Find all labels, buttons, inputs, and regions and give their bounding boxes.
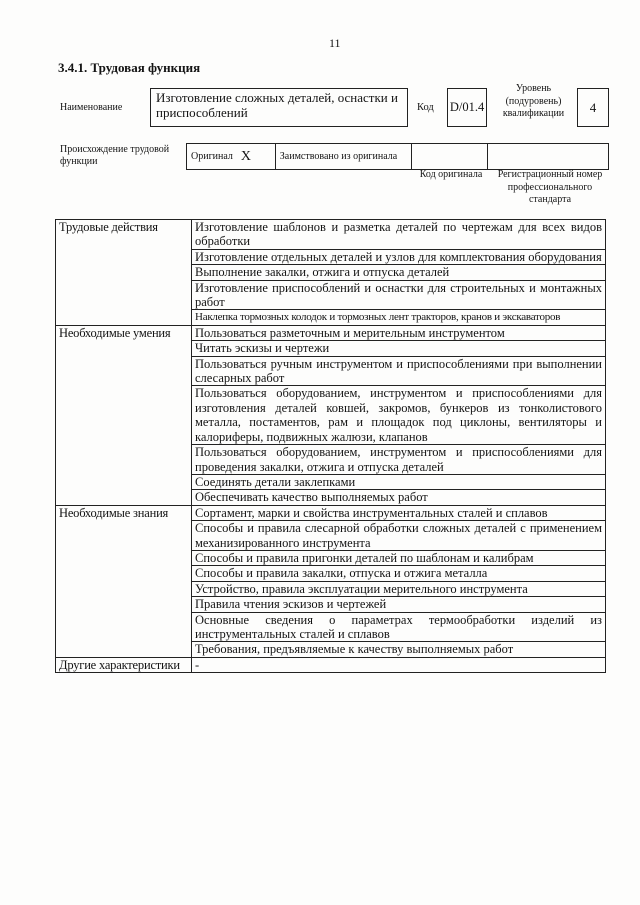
table-cell: Способы и правила слесарной обработки сложных деталей с применением механизированного инструмента — [192, 521, 606, 551]
origin-borrowed-cell — [276, 144, 413, 169]
original-code-label: Код оригинала — [419, 169, 483, 180]
qualification-level-label: Уровень (подуровень) квалификации — [502, 83, 565, 119]
table-cell: Обеспечивать качество выполняемых работ — [192, 490, 606, 505]
table-cell: - — [192, 657, 606, 672]
table-cell: Выполнение закалки, отжига и отпуска деталей — [192, 265, 606, 280]
table-cell: Пользоваться оборудованием, инструментом и приспособлениями для проведения закалки, отжига и отпуска деталей — [192, 445, 606, 475]
group-label-required-skills: Необходимые умения — [56, 325, 192, 505]
qualification-level-box: 4 — [577, 88, 609, 127]
table-row — [56, 505, 606, 520]
table-row — [56, 220, 606, 250]
original-label: Оригинал — [191, 151, 233, 162]
name-label: Наименование — [60, 102, 123, 113]
page-number: 11 — [329, 36, 341, 50]
table-cell: Наклепка тормозных колодок и тормозных лент тракторов, кранов и экскаваторов — [192, 310, 606, 325]
table-cell: Способы и правила закалки, отпуска и отжига металла — [192, 566, 606, 581]
code-label: Код — [417, 102, 434, 113]
table-cell: Способы и правила пригонки деталей по шаблонам и калибрам — [192, 550, 606, 565]
table-row — [56, 325, 606, 340]
table-cell: Сортамент, марки и свойства инструментальных сталей и сплавов — [192, 505, 606, 520]
table-cell: Читать эскизы и чертежи — [192, 341, 606, 356]
group-label-other-characteristics: Другие характеристики — [56, 657, 192, 672]
table-cell: Устройство, правила эксплуатации мерительного инструмента — [192, 581, 606, 596]
origin-original-cell — [187, 144, 276, 169]
table-cell: Правила чтения эскизов и чертежей — [192, 597, 606, 612]
table-cell: Пользоваться разметочным и мерительным инструментом — [192, 325, 606, 340]
function-name-box: Изготовление сложных деталей, оснастки и приспособлений — [150, 88, 408, 127]
reg-number-label: Регистрационный номер профессионального стандарта — [497, 169, 603, 205]
borrowed-label: Заимствовано из оригинала — [279, 151, 398, 162]
table-cell: Основные сведения о параметрах термообработки изделий из инструментальных сталей и сплавов — [192, 612, 606, 642]
reg-number-cell — [488, 144, 609, 169]
function-code-box: D/01.4 — [447, 88, 487, 127]
origin-label: Происхождение трудовой функции — [60, 144, 170, 167]
labor-function-table — [55, 219, 606, 673]
table-cell: Изготовление отдельных деталей и узлов для комплектования оборудования — [192, 249, 606, 264]
table-cell: Изготовление шаблонов и разметка деталей по чертежам для всех видов обработки — [192, 220, 606, 250]
original-code-cell — [412, 144, 488, 169]
table-cell: Пользоваться ручным инструментом и приспособлениями при выполнении слесарных работ — [192, 356, 606, 386]
group-label-required-knowledge: Необходимые знания — [56, 505, 192, 657]
group-label-labor-actions: Трудовые действия — [56, 220, 192, 326]
section-title: 3.4.1. Трудовая функция — [58, 60, 201, 75]
table-row — [56, 657, 606, 672]
origin-row — [186, 143, 609, 170]
table-cell: Требования, предъявляемые к качеству выполняемых работ — [192, 642, 606, 657]
original-mark: X — [240, 148, 252, 164]
table-cell: Пользоваться оборудованием, инструментом и приспособлениями для изготовления деталей ковшей, закромов, бункеров из тонколистового металла, постаментов, рам и площадок под циклоны, вентиляторы и калориферы, подвижных жалюзи, клапанов — [192, 386, 606, 445]
table-cell: Соединять детали заклепками — [192, 474, 606, 489]
table-cell: Изготовление приспособлений и оснастки для строительных и монтажных работ — [192, 280, 606, 310]
